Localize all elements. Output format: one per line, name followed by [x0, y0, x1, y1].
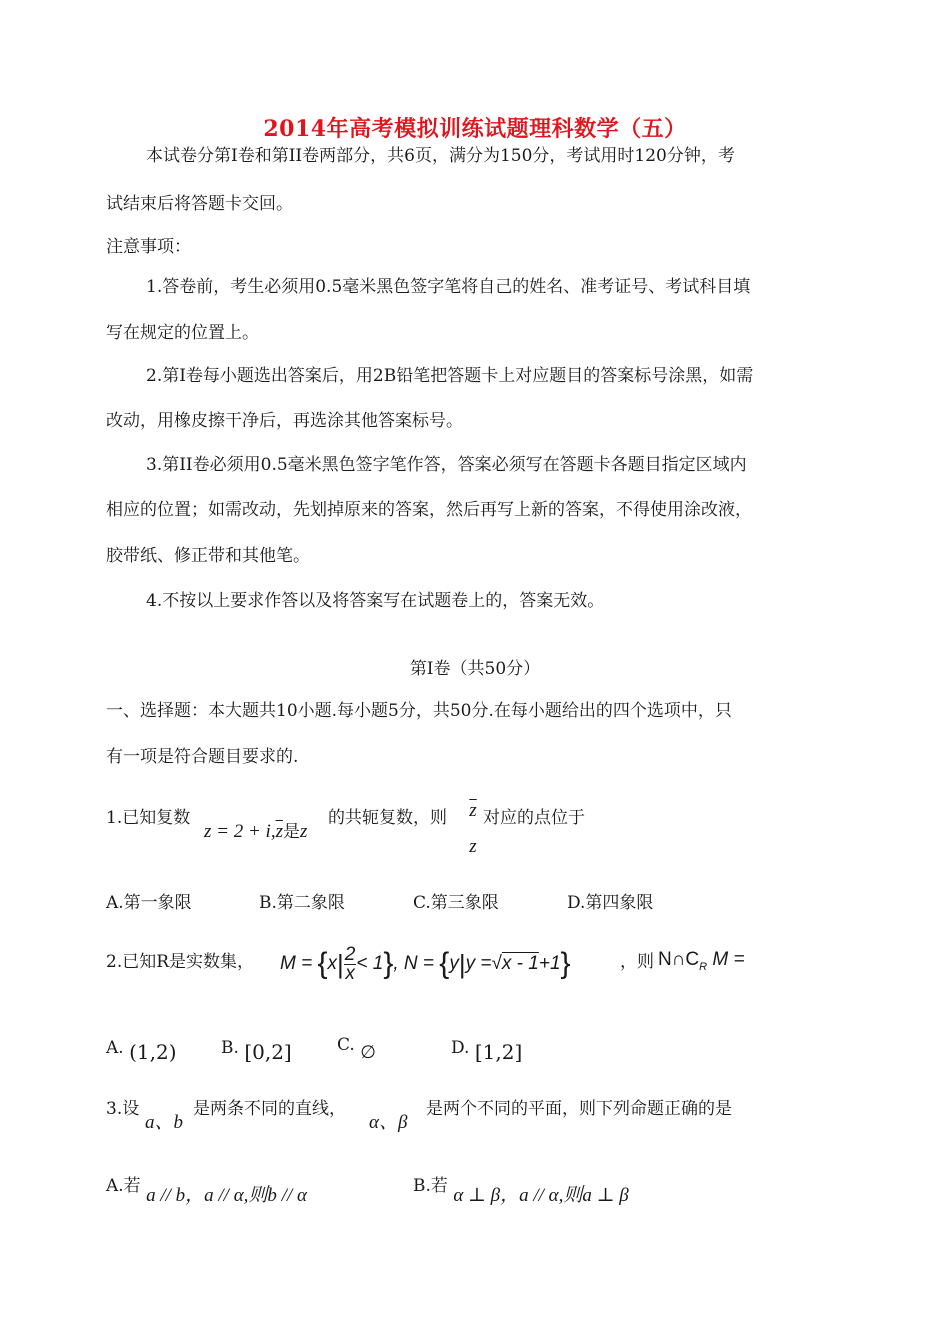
q2-sqrt-content: x - 1 — [501, 953, 539, 975]
intro-line-1: 本试卷分第Ⅰ卷和第II卷两部分，共6页，满分为150分，考试用时120分钟，考 — [146, 146, 735, 166]
q3-option-b-label: B.若 — [413, 1176, 448, 1196]
q3-option-a-math: a // b，a // α,则b // α — [146, 1185, 307, 1206]
q2-right-brace: } — [383, 947, 394, 980]
q2-n-left-brace: { — [439, 947, 450, 980]
notice-item-2-line-1: 2.第Ⅰ卷每小题选出答案后，用2B铅笔把答题卡上对应题目的答案标号涂黑，如需 — [146, 366, 754, 386]
q3-option-b-math: α ⊥ β，a // α,则a ⊥ β — [453, 1185, 629, 1206]
q2-option-b[interactable] — [221, 1034, 292, 1064]
q1-option-b[interactable]: B.第二象限 — [259, 893, 345, 913]
notice-item-1-line-1: 1.答卷前，考生必须用0.5毫米黑色签字笔将自己的姓名、准考证号、考试科目填 — [146, 277, 751, 297]
q2-m-frac-num: 2 — [344, 943, 356, 965]
q3-planes-symbol: α、β — [369, 1112, 408, 1133]
q3-option-b[interactable] — [413, 1170, 629, 1206]
exam-title: 2014年高考模拟训练试题理科数学（五） — [263, 116, 687, 142]
q2-option-a-label: A. — [106, 1038, 124, 1058]
q3-mid-1: 是两条不同的直线， — [193, 1099, 346, 1119]
section-heading: 第Ⅰ卷（共50分） — [409, 659, 541, 679]
q2-n-cond-post: +1 — [538, 953, 561, 975]
notice-item-4-line-1: 4.不按以上要求作答以及将答案写在试题卷上的，答案无效。 — [146, 591, 605, 611]
q2-option-c-label: C. — [337, 1035, 355, 1055]
intro-line-2: 试结束后将答题卡交回。 — [106, 194, 293, 214]
q2-option-c-value: ∅ — [360, 1042, 376, 1063]
q2-final-sub: R — [699, 960, 708, 973]
q2-final-end: M = — [712, 949, 745, 970]
notice-item-1-line-2: 写在规定的位置上。 — [106, 323, 259, 343]
q2-option-b-value: [0,2] — [244, 1040, 292, 1064]
q2-final: N∩C — [658, 949, 700, 970]
q3-prefix: 3.设 — [106, 1099, 140, 1119]
q2-option-d-label: D. — [451, 1038, 470, 1058]
q2-n-cond-pre: y = — [465, 953, 492, 975]
q1-prefix: 1.已知复数 — [106, 808, 191, 828]
notice-item-3-line-3: 胶带纸、修正带和其他笔。 — [106, 546, 310, 566]
q2-m-fraction — [344, 943, 357, 984]
q2-n-lhs: , N = — [393, 953, 434, 975]
q1-option-d[interactable]: D.第四象限 — [567, 893, 654, 913]
q2-set-expression — [280, 944, 571, 984]
q2-m-lhs: M = — [280, 953, 313, 975]
q1-math — [204, 820, 307, 844]
notice-heading: 注意事项： — [106, 237, 191, 257]
q1-shi: 是 — [282, 822, 300, 841]
q1-fraction-denominator: z — [469, 836, 477, 857]
q2-left-brace: { — [317, 947, 328, 980]
q2-n-right-brace: } — [560, 947, 571, 980]
q2-prefix: 2.已知R是实数集， — [106, 952, 255, 972]
q2-option-d-value: [1,2] — [474, 1040, 523, 1064]
q1-z-def: z = 2 + i, — [204, 821, 276, 842]
q2-option-b-label: B. — [221, 1038, 239, 1058]
q1-option-c[interactable]: C.第三象限 — [413, 893, 499, 913]
q1-suffix: 对应的点位于 — [483, 808, 585, 828]
notice-item-3-line-1: 3.第II卷必须用0.5毫米黑色签字笔作答，答案必须写在答题卡各题目指定区域内 — [146, 455, 747, 475]
q2-option-d[interactable] — [451, 1034, 523, 1064]
q1-fraction — [466, 800, 480, 858]
q2-bar: | — [337, 949, 344, 979]
q2-final-expression — [658, 948, 745, 979]
q2-then: ，则 — [620, 952, 654, 972]
section-instruction-line-1: 一、选择题：本大题共10小题.每小题5分，共50分.在每小题给出的四个选项中，只 — [106, 701, 732, 721]
q1-z: z — [299, 821, 308, 842]
q1-option-a[interactable]: A.第一象限 — [106, 893, 192, 913]
q2-n-bar: | — [458, 949, 466, 979]
q2-option-c[interactable] — [337, 1034, 376, 1063]
q3-lines-symbol: a、b — [145, 1112, 184, 1133]
q2-m-var: x — [327, 953, 338, 975]
q2-n-var: y — [449, 953, 459, 975]
q2-sqrt-sign: √ — [491, 953, 502, 975]
notice-item-3-line-2: 相应的位置；如需改动，先划掉原来的答案，然后再写上新的答案，不得使用涂改液， — [106, 500, 752, 520]
q2-option-a-value: (1,2) — [129, 1040, 177, 1064]
q1-mid-text: 的共轭复数，则 — [328, 808, 447, 828]
q2-option-a[interactable] — [106, 1034, 177, 1064]
q3-mid-2: 是两个不同的平面，则下列命题正确的是 — [426, 1099, 732, 1119]
q1-zbar: $\overline{z}$ — [275, 821, 283, 842]
q1-fraction-numerator: $\overline{z}$ — [469, 800, 477, 821]
q3-option-a-label: A.若 — [106, 1176, 141, 1196]
section-instruction-line-2: 有一项是符合题目要求的. — [106, 747, 299, 767]
q2-m-cond: < 1 — [356, 953, 384, 975]
q2-m-frac-den: x — [345, 962, 355, 984]
notice-item-2-line-2: 改动，用橡皮擦干净后，再选涂其他答案标号。 — [106, 411, 463, 431]
q3-option-a[interactable] — [106, 1170, 307, 1206]
